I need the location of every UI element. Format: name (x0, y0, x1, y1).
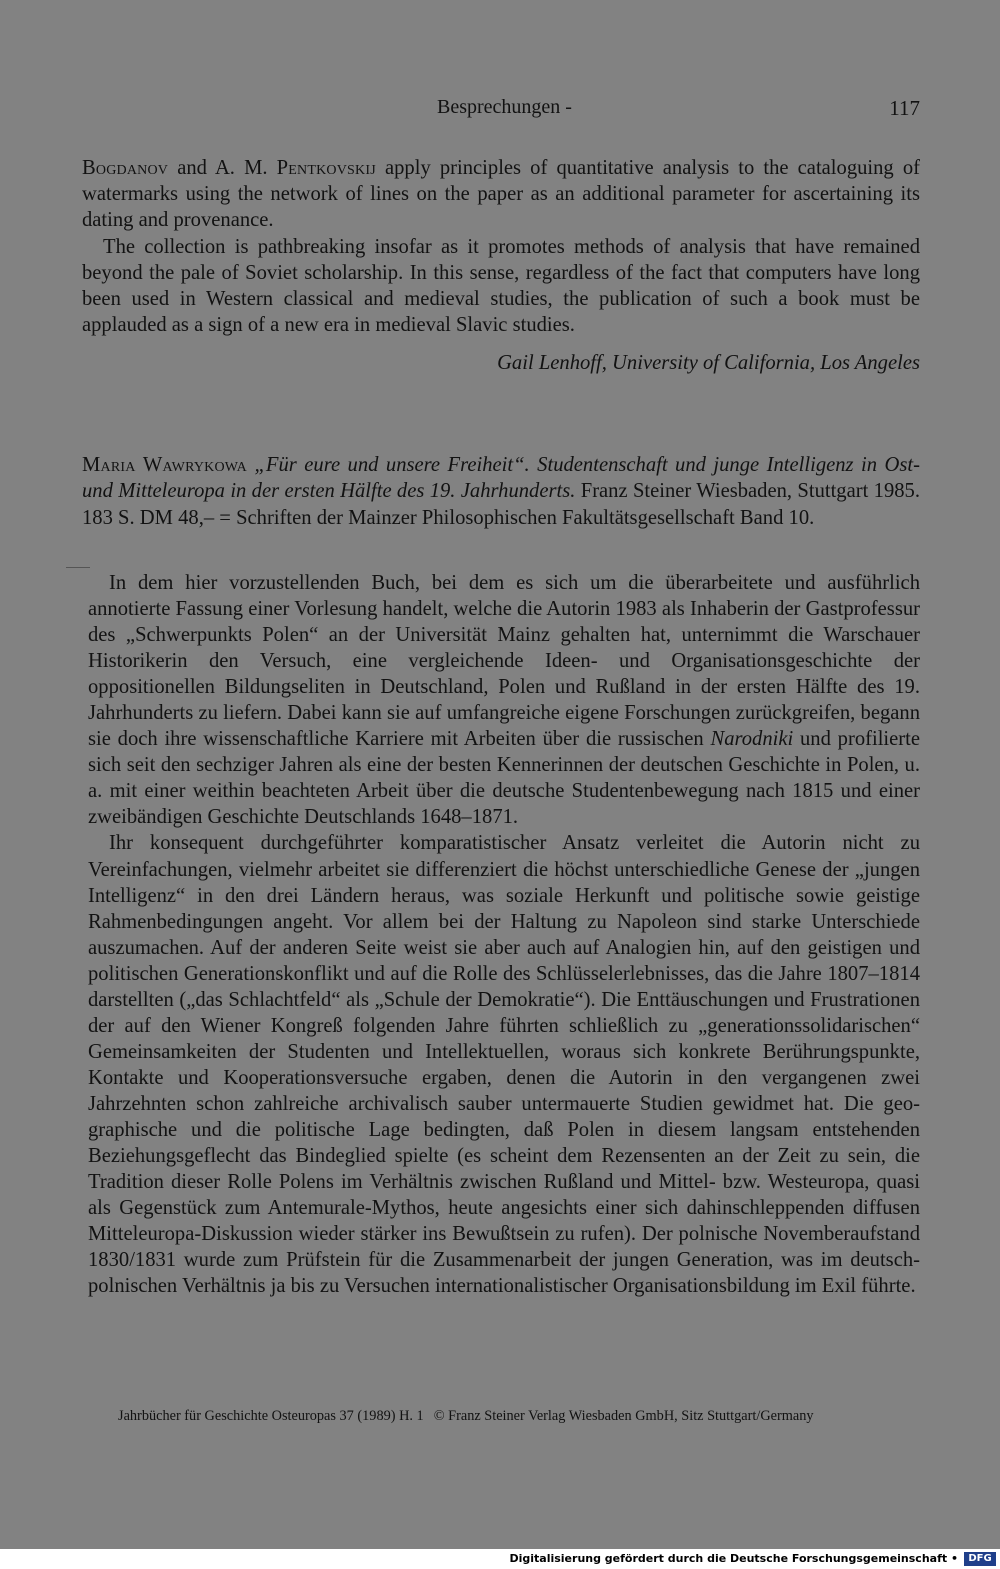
dfg-logo-icon: DFG (964, 1552, 996, 1566)
review-author: Maria Wawrykowa (82, 454, 247, 476)
journal-citation: Jahrbücher für Geschichte Osteuropas 37 (1989) H. 1 (118, 1408, 424, 1424)
journal-footer (118, 1408, 898, 1425)
conjunction-text: and A. M. (168, 157, 277, 179)
digitization-credit-bar (0, 1549, 1000, 1569)
scan-mark (66, 567, 90, 568)
paragraph (88, 570, 920, 830)
review-heading (82, 452, 920, 531)
paragraph-text: In dem hier vorzustellenden Buch, bei dem es sich um die überarbeitete und ausführlich annotierte Fassung einer Vorlesung handelt, welche die Autorin 1983 als Inhaberin der Gastprofessur des „Schwerpunkts Polen“ an der Universität Mainz gehalten hat, unternimmt die Warschauer Historikerin den Versuch, eine vergleichende Ideen- und Organisationsgeschichte der oppositionellen Bildungseliten in Deutschland, Polen und Rußland in der ersten Hälfte des 19. Jahrhunderts zu liefern. Dabei kann sie auf umfangreiche eigene Forschungen zurückgreifen, begann sie doch ihre wissenschaftliche Karriere mit Arbeiten über die russischen (88, 572, 920, 751)
section-title: Besprechungen - (437, 96, 572, 118)
review-book-details: Franz Steiner Wiesbaden, Stuttgart 1985. 183 S. DM 48,– = Schriften der Mainzer Philosophischen Fakultätsgesellschaft Band 10. (82, 480, 920, 529)
copyright-notice: © Franz Steiner Verlag Wiesbaden GmbH, Sitz Stuttgart/Germany (433, 1408, 814, 1424)
review-book-title: „Für eure und unsere Freiheit“. Studentenschaft und junge Intelligenz in Ost- und Mitteleuropa in der ersten Hälfte des 19. Jahrhunderts. (82, 454, 920, 503)
page-number: 117 (889, 96, 920, 120)
paragraph (82, 155, 920, 234)
author-name: Pentkovskij (276, 157, 376, 179)
italic-term: Narodniki (710, 728, 794, 751)
running-head (82, 96, 920, 126)
paragraph-text: apply principles of quantitative analysis to the cataloguing of watermarks using the network of lines on the paper as an additional parameter for ascertaining its dating and provenance. (82, 157, 921, 232)
review-body (88, 570, 920, 1299)
paragraph: Ihr konsequent durchgeführter komparatistischer Ansatz verleitet die Autorin nicht zu Vereinfachungen, vielmehr arbeitet sie differenziert die höchst unterschiedliche Genese der „jungen Intelligenz“ in den drei Ländern heraus, was soziale Herkunft und politische sowie geistige Rahmenbedingungen angeht. Vor allem bei der Haltung zu Napoleon sind starke Unterschiede auszumachen. Auf der anderen Seite weist sie aber auch auf Analogien hin, auf den geistigen und politischen Generationskonflikt und auf die Rolle des Schlüsselerlebnisses, das die Jahre 1807–1814 darstellten („das Schlachtfeld“ als „Schule der Demokratie“). Die Enttäuschungen und Frustrationen der auf den Wiener Kongreß folgenden Jahre führten schließlich zu „generationssolidarischen“ Gemeinsamkeiten der Studenten und Intellektuellen, woraus sich konkrete Berührungspunkte, Kontakte und Kooperationsversuche ergaben, denen die Autorin in den vergangenen zwei Jahrzehnten schon zahlreiche archivalisch sauber untermauerte Studien gewidmet hat. Die geographische und die politische Lage bedingten, daß Polen in diesem langsam entstehenden Beziehungsgeflecht das Bindeglied spielte (es scheint dem Rezensenten an der Zeit zu sein, die Tradition dieser Rolle Polens im Verhältnis zwischen Rußland und Mittel- bzw. Westeuropa, quasi als Gegenstück zum Antemurale-Mythos, heute angesichts einer sich dahinschleppenden diffusen Mitteleuropa-Diskussion wieder stärker ins Bewußtsein zu rufen). Der polnische Novemberaufstand 1830/1831 wurde zum Prüfstein für die Zusammenarbeit der jungen Generation, was im deutsch-polnischen Verhältnis ja bis zu Versuchen internationalistischer Organisationsbildung im Exil führte. (88, 832, 920, 1298)
paragraph-text: und profilierte sich seit den sechziger Jahren als eine der besten Kennerinnen der deutschen Geschichte in Polen, u. a. mit einer weithin beachteten Arbeit über die deutsche Studentenbewegung nach 1815 und einer zweibändigen Geschichte Deutschlands 1648–1871. (88, 728, 920, 829)
reviewer-signature: Gail Lenhoff, University of California, Los Angeles (497, 352, 920, 374)
previous-review-text (82, 155, 920, 338)
author-name: Bogdanov (82, 157, 169, 179)
digitization-credit: Digitalisierung gefördert durch die Deutsche Forschungsgemeinschaft • (509, 1552, 958, 1565)
paragraph: The collection is pathbreaking insofar as it promotes methods of analysis that have remained beyond the pale of Soviet scholarship. In this sense, regardless of the fact that computers have long been used in Western classical and medieval studies, the publication of such a book must be applauded as a sign of a new era in medieval Slavic studies. (82, 235, 920, 337)
